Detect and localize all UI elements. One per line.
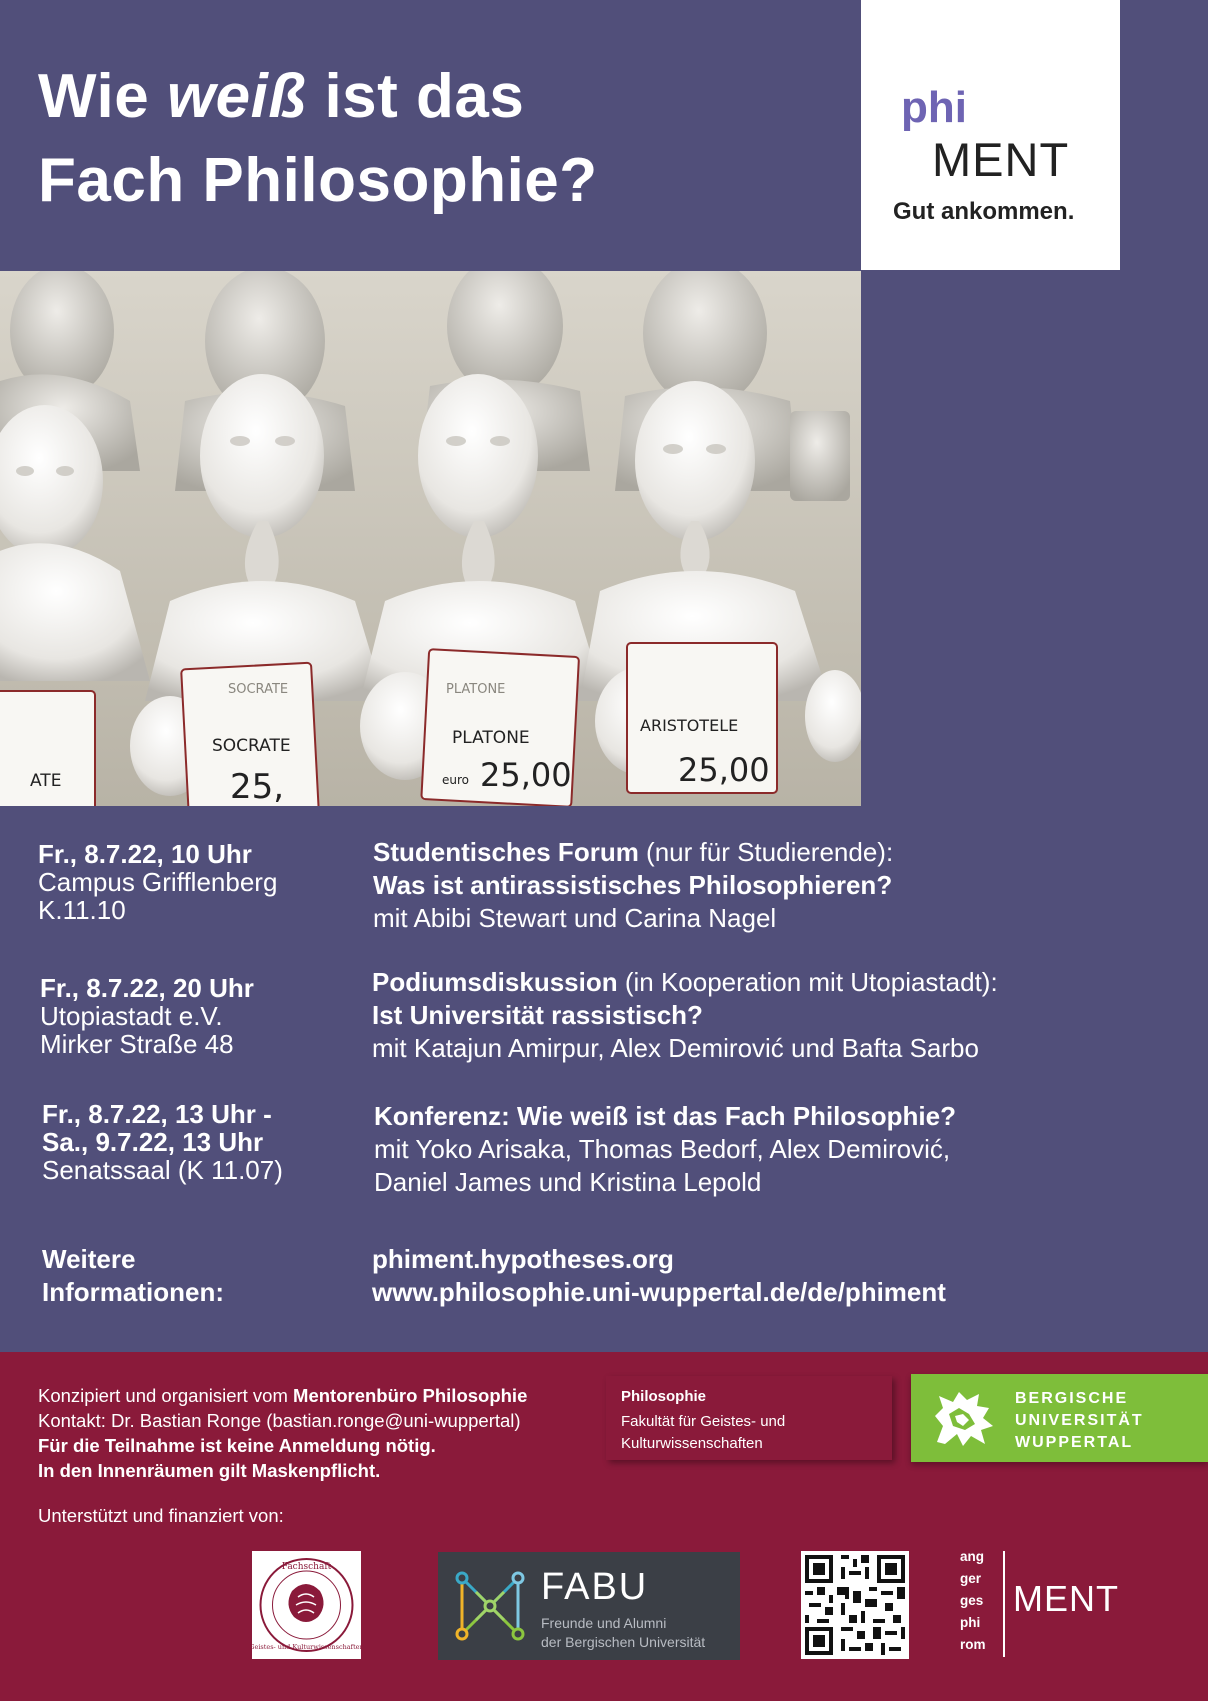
angergesphirom-ment: MENT: [1013, 1578, 1119, 1619]
event-3-place: Senatssaal (K 11.07): [42, 1155, 283, 1185]
university-line3: WUPPERTAL: [1015, 1434, 1134, 1451]
faculty-line2: Kulturwissenschaften: [621, 1435, 763, 1452]
event-2-note: (in Kooperation mit Utopiastadt):: [617, 967, 998, 997]
fachschaft-bottom-text: Geistes- und Kulturwissenschaften: [252, 1643, 361, 1651]
price-card-partial: ATE: [30, 771, 62, 791]
university-name: [1015, 1388, 1144, 1454]
mask-note: In den Innenräumen gilt Maskenpflicht.: [38, 1460, 381, 1481]
philosopher-busts-photo: [0, 271, 861, 806]
info-links: [372, 1243, 946, 1309]
price-euro-label: euro: [442, 773, 469, 787]
event-2-place1: Utopiastadt e.V.: [40, 1001, 223, 1031]
event-3-details: [374, 1100, 956, 1199]
title-suffix: ist das: [306, 62, 525, 131]
lion-icon: [929, 1386, 999, 1450]
supported-by-label: Unterstützt und finanziert von:: [38, 1505, 284, 1526]
university-line2: UNIVERSITÄT: [1015, 1412, 1144, 1429]
title-prefix: Wie: [38, 62, 167, 131]
event-3-date-start: Fr., 8.7.22, 13 Uhr -: [42, 1099, 272, 1129]
event-3-topic: Konferenz: Wie weiß ist das Fach Philosophie?: [374, 1101, 956, 1131]
info-label: [42, 1243, 224, 1309]
event-1-details: [373, 836, 893, 935]
faculty-line1: Fakultät für Geistes- und: [621, 1413, 786, 1430]
event-2-when-where: [40, 974, 254, 1058]
fachschaft-seal: [252, 1551, 361, 1659]
event-1-when-where: [38, 840, 277, 924]
university-logo: [911, 1374, 1208, 1462]
event-1-place2: K.11.10: [38, 895, 126, 925]
event-3-people-2: Daniel James und Kristina Lepold: [374, 1167, 762, 1197]
info-label-2: Informationen:: [42, 1277, 224, 1307]
event-3-people-1: mit Yoko Arisaka, Thomas Bedorf, Alex Demirović,: [374, 1134, 951, 1164]
price-card-platone: PLATONE: [452, 728, 530, 748]
event-3-date-end: Sa., 9.7.22, 13 Uhr: [42, 1127, 264, 1157]
rom-word: rom: [960, 1637, 986, 1652]
event-1-people: mit Abibi Stewart und Carina Nagel: [373, 903, 777, 933]
qr-code[interactable]: [801, 1551, 909, 1659]
fachschaft-seal-icon: [252, 1551, 361, 1659]
logo-ment: MENT: [932, 133, 1070, 186]
event-3-when-where: [42, 1100, 283, 1184]
info-url-hypotheses[interactable]: phiment.hypotheses.org: [372, 1244, 674, 1274]
qr-code-icon: [801, 1551, 909, 1659]
price-platone: 25,00: [480, 756, 572, 794]
fabu-logo: [438, 1552, 740, 1660]
organized-prefix: Konzipiert und organisiert vom: [38, 1385, 294, 1406]
base-text-platone: PLATONE: [446, 682, 506, 697]
info-url-university[interactable]: www.philosophie.uni-wuppertal.de/de/phiment: [372, 1277, 946, 1307]
university-line1: BERGISCHE: [1015, 1390, 1129, 1407]
event-1-place1: Campus Grifflenberg: [38, 867, 278, 897]
title-emphasis: weiß: [166, 62, 307, 131]
event-2-details: [372, 966, 998, 1065]
price-card-aristotele: ARISTOTELE: [640, 716, 739, 735]
organized-by: Mentorenbüro Philosophie: [293, 1385, 528, 1406]
fabu-line2: der Bergischen Universität: [541, 1634, 706, 1650]
no-registration-note: Für die Teilnahme ist keine Anmeldung nötig.: [38, 1435, 436, 1456]
page-title: [38, 55, 598, 223]
base-text-socrate: SOCRATE: [228, 682, 289, 697]
event-2-people: mit Katajun Amirpur, Alex Demirović und Bafta Sarbo: [372, 1033, 979, 1063]
busts-illustration: [0, 271, 861, 806]
angergesphirom-words: [960, 1546, 986, 1656]
price-socrate: 25,: [230, 767, 285, 806]
event-2-place2: Mirker Straße 48: [40, 1029, 234, 1059]
angergesphirom-divider: [1003, 1551, 1005, 1657]
fabu-subtitle: [541, 1614, 705, 1652]
logo-tagline: Gut ankommen.: [893, 198, 1075, 225]
ang-word: ang: [960, 1549, 985, 1564]
event-1-topic: Was ist antirassistisches Philosophieren?: [373, 870, 893, 900]
title-line2: Fach Philosophie?: [38, 146, 598, 215]
ges-word: ges: [960, 1593, 984, 1608]
fabu-name: FABU: [541, 1566, 649, 1608]
phi-word: phi: [960, 1615, 981, 1630]
ger-word: ger: [960, 1571, 982, 1586]
info-label-1: Weitere: [42, 1244, 136, 1274]
event-1-note: (nur für Studierende):: [638, 837, 894, 867]
contact-line: Kontakt: Dr. Bastian Ronge (bastian.ronge@uni-wuppertal): [38, 1410, 521, 1431]
event-1-type: Studentisches Forum: [373, 837, 639, 867]
price-aristotele: 25,00: [678, 751, 770, 789]
logo-phi: phi: [901, 83, 967, 132]
event-2-topic: Ist Universität rassistisch?: [372, 1000, 703, 1030]
faculty-title: Philosophie: [621, 1388, 707, 1405]
event-2-date: Fr., 8.7.22, 20 Uhr: [40, 973, 254, 1003]
footer-text: [38, 1383, 527, 1483]
fachschaft-top-text: Fachschaft: [281, 1562, 332, 1572]
faculty-logo: [606, 1376, 892, 1460]
faculty-subtitle: [621, 1411, 785, 1455]
price-card-socrate: SOCRATE: [212, 736, 291, 756]
event-1-date: Fr., 8.7.22, 10 Uhr: [38, 839, 252, 869]
fabu-line1: Freunde und Alumni: [541, 1615, 667, 1631]
event-2-type: Podiumsdiskussion: [372, 967, 618, 997]
phiment-logo: [861, 0, 1120, 270]
fabu-network-icon: [454, 1570, 526, 1642]
